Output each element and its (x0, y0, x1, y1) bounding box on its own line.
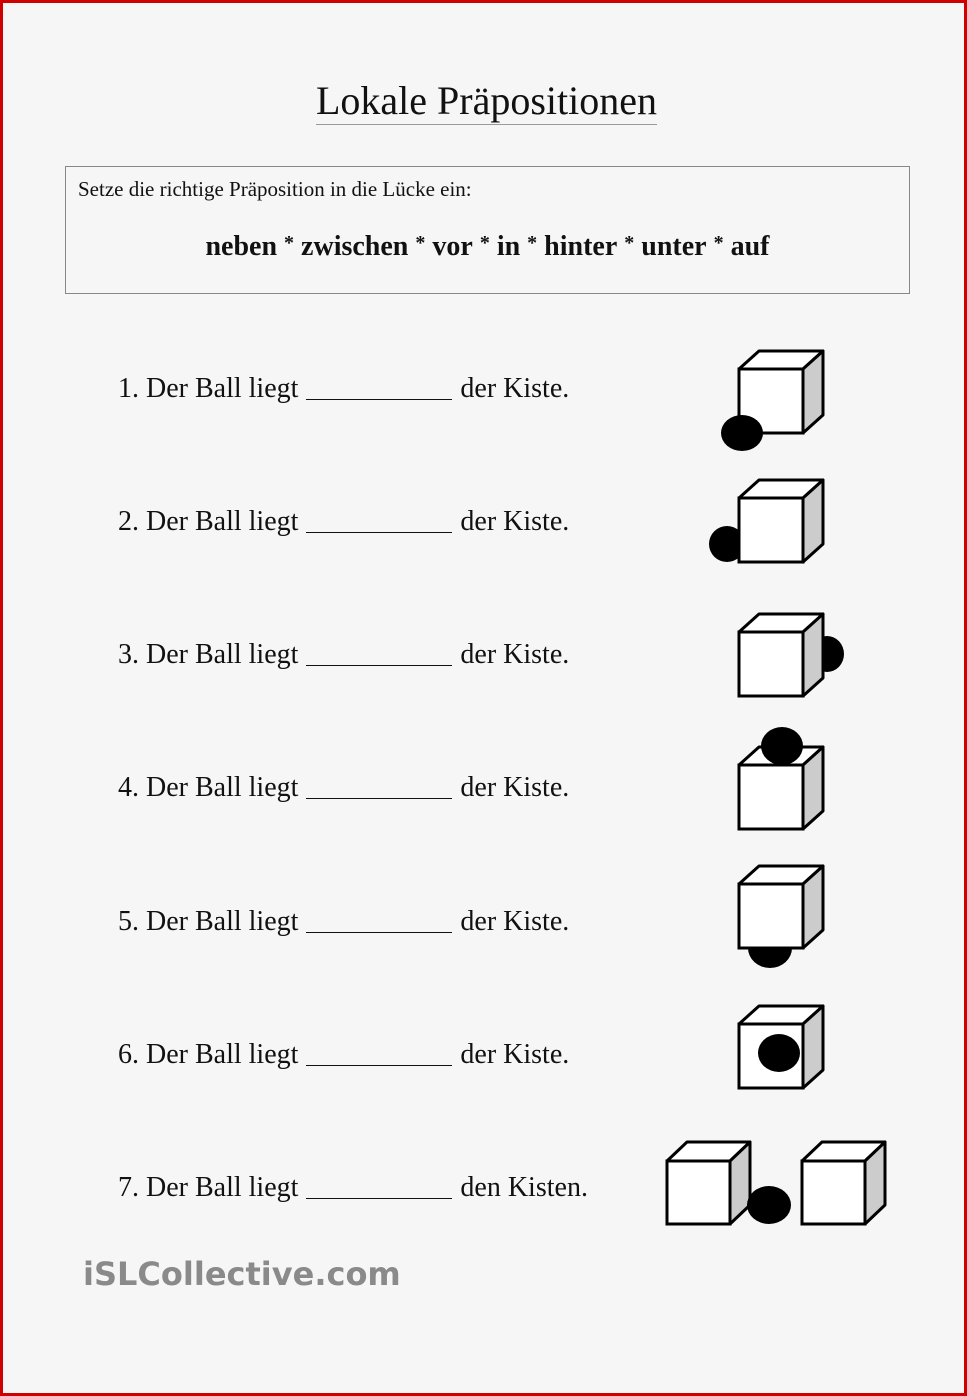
exercise-number: 3. (118, 639, 139, 670)
exercise-suffix: den Kisten. (460, 1172, 588, 1203)
exercise-suffix: der Kiste. (460, 906, 570, 937)
word-separator: * (479, 232, 490, 254)
ball-between-boxes-icon (658, 1133, 893, 1233)
exercise-3 (118, 639, 569, 671)
word-bank-item: vor (432, 231, 473, 262)
exercise-number: 1. (118, 373, 139, 404)
exercise-1 (118, 373, 569, 405)
ball-next-to-box-icon (703, 473, 843, 573)
answer-blank[interactable] (306, 932, 452, 933)
exercise-number: 5. (118, 906, 139, 937)
exercise-prefix: Der Ball liegt (146, 639, 299, 670)
exercise-number: 2. (118, 506, 139, 537)
ball-on-box-icon (723, 718, 843, 838)
instruction-box (65, 166, 910, 294)
instruction-text: Setze die richtige Präposition in die Lücke ein: (78, 177, 472, 201)
word-bank-item: auf (730, 231, 770, 262)
watermark-logo: iSLCollective.com (83, 1255, 401, 1293)
word-bank (66, 231, 909, 263)
ball-under-box-icon (723, 858, 843, 978)
word-separator: * (415, 232, 426, 254)
exercise-prefix: Der Ball liegt (146, 906, 299, 937)
exercise-2 (118, 506, 569, 538)
exercise-suffix: der Kiste. (460, 506, 570, 537)
answer-blank[interactable] (306, 532, 452, 533)
exercise-number: 6. (118, 1039, 139, 1070)
word-separator: * (284, 232, 295, 254)
ball-behind-box-icon (723, 603, 853, 703)
exercise-prefix: Der Ball liegt (146, 1039, 299, 1070)
exercise-number: 7. (118, 1172, 139, 1203)
title-text: Lokale Präpositionen (315, 78, 658, 123)
exercise-suffix: der Kiste. (460, 373, 570, 404)
answer-blank[interactable] (306, 1065, 452, 1066)
word-separator: * (527, 232, 538, 254)
word-bank-item: hinter (544, 231, 618, 262)
exercise-prefix: Der Ball liegt (146, 506, 299, 537)
word-bank-item: unter (641, 231, 707, 262)
ball-in-front-of-box-icon (703, 343, 843, 458)
exercise-prefix: Der Ball liegt (146, 373, 299, 404)
exercise-7 (118, 1172, 588, 1204)
word-separator: * (624, 232, 635, 254)
exercise-number: 4. (118, 772, 139, 803)
exercise-suffix: der Kiste. (460, 1039, 570, 1070)
exercise-6 (118, 1039, 569, 1071)
answer-blank[interactable] (306, 399, 452, 400)
answer-blank[interactable] (306, 1198, 452, 1199)
answer-blank[interactable] (306, 798, 452, 799)
exercise-prefix: Der Ball liegt (146, 1172, 299, 1203)
ball-in-box-icon (723, 998, 843, 1098)
word-bank-item: neben (205, 231, 278, 262)
word-bank-item: in (496, 231, 521, 262)
word-separator: * (713, 232, 724, 254)
exercise-4 (118, 772, 569, 804)
answer-blank[interactable] (306, 665, 452, 666)
exercise-suffix: der Kiste. (460, 639, 570, 670)
exercise-5 (118, 906, 569, 938)
page-title (3, 77, 967, 124)
exercise-prefix: Der Ball liegt (146, 772, 299, 803)
exercise-suffix: der Kiste. (460, 772, 570, 803)
word-bank-item: zwischen (301, 231, 409, 262)
